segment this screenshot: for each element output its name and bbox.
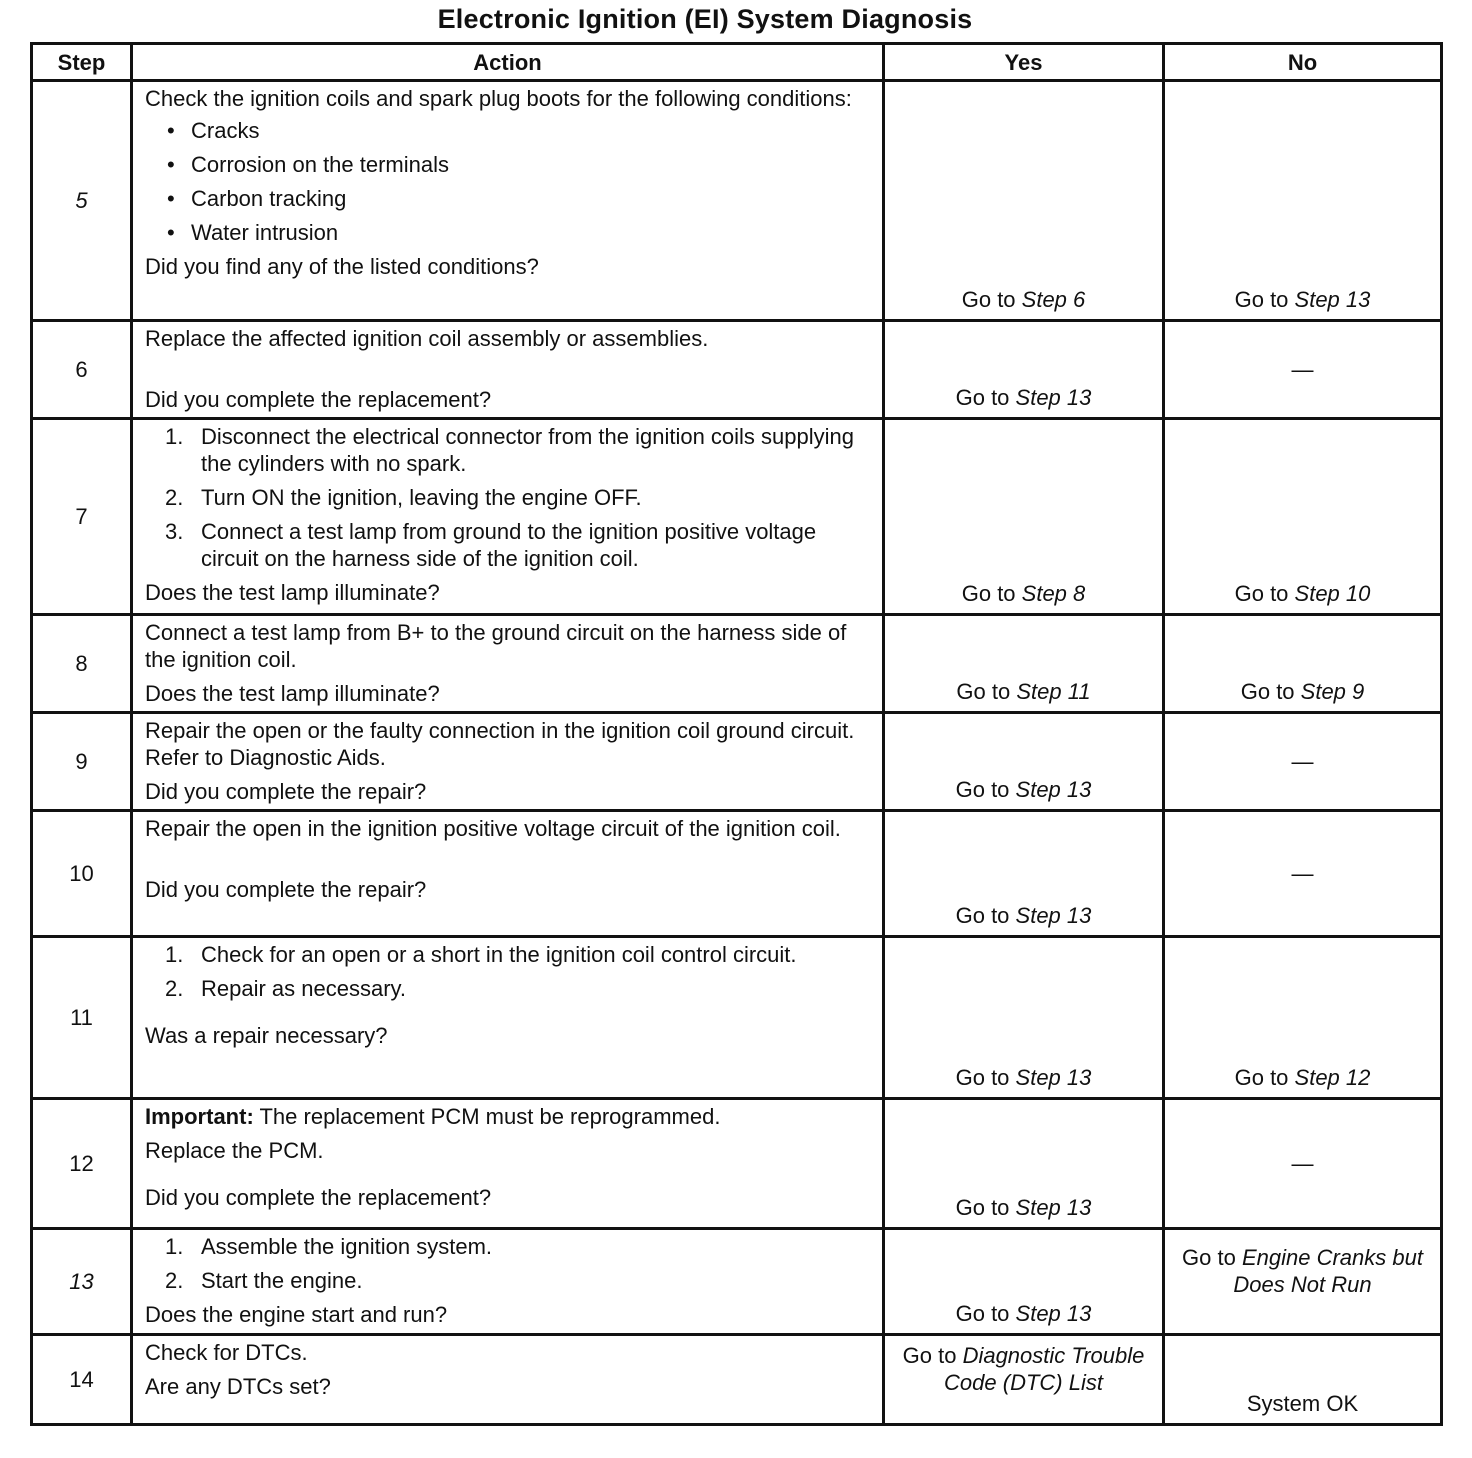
procedure-list [145, 1233, 874, 1294]
action-question: Did you complete the repair? [145, 779, 427, 804]
yes-target-link[interactable]: Step 13 [1015, 1065, 1092, 1090]
condition-list [145, 117, 874, 246]
yes-target-link[interactable]: Step 6 [1021, 287, 1086, 312]
action-intro: Replace the affected ignition coil assembly or assemblies. [145, 326, 709, 351]
no-target-link[interactable]: Step 10 [1294, 581, 1371, 606]
step-number: 10 [32, 811, 132, 937]
step-number: 7 [32, 419, 132, 615]
table-row [32, 1229, 1442, 1335]
action-question: Did you complete the replacement? [145, 1185, 492, 1210]
important-note [145, 1103, 874, 1130]
yes-target-link[interactable]: Step 13 [1015, 777, 1092, 802]
yes-prefix: Go to [956, 679, 1017, 704]
action-question: Did you complete the replacement? [145, 387, 492, 412]
no-target-link[interactable]: Engine Cranks but Does Not Run [1233, 1245, 1423, 1297]
list-item [165, 484, 874, 511]
yes-prefix: Go to [955, 903, 1016, 928]
action-cell [132, 1229, 884, 1335]
yes-cell [884, 937, 1164, 1099]
list-item [165, 941, 874, 968]
list-text: Turn ON the ignition, leaving the engine OFF. [201, 485, 642, 510]
action-question: Was a repair necessary? [145, 1023, 388, 1048]
no-prefix: Go to [1234, 1065, 1295, 1090]
no-cell: — [1164, 1099, 1442, 1229]
action-cell [132, 937, 884, 1099]
action-cell [132, 1099, 884, 1229]
no-cell: — [1164, 713, 1442, 811]
step-number: 6 [32, 321, 132, 419]
step-number: 11 [32, 937, 132, 1099]
header-row [32, 44, 1442, 81]
yes-cell [884, 615, 1164, 713]
yes-target-link[interactable]: Step 13 [1015, 903, 1092, 928]
list-text: Repair as necessary. [201, 976, 407, 1001]
list-number: 1. [165, 424, 184, 449]
procedure-list [145, 941, 874, 1002]
list-item [165, 1267, 874, 1294]
yes-cell [884, 1229, 1164, 1335]
yes-cell [884, 321, 1164, 419]
no-cell: System OK [1164, 1335, 1442, 1425]
header-no: No [1164, 44, 1442, 81]
list-item [165, 1233, 874, 1260]
action-question: Did you find any of the listed conditions? [145, 254, 539, 279]
table-row [32, 811, 1442, 937]
list-item [165, 423, 874, 477]
list-number: 1. [165, 942, 184, 967]
action-cell [132, 713, 884, 811]
yes-prefix: Go to [961, 581, 1022, 606]
yes-target-link[interactable]: Step 11 [1016, 679, 1091, 704]
action-question: Does the test lamp illuminate? [145, 681, 440, 706]
action-intro: Connect a test lamp from B+ to the ground circuit on the harness side of the ignition coil. [145, 620, 847, 672]
action-intro: Repair the open or the faulty connection in the ignition coil ground circuit. Refer to Diagnostic Aids. [145, 718, 855, 770]
table-row [32, 81, 1442, 321]
no-prefix: Go to [1234, 581, 1295, 606]
table-row [32, 615, 1442, 713]
action-cell [132, 81, 884, 321]
yes-cell [884, 713, 1164, 811]
table-row [32, 419, 1442, 615]
step-number: 12 [32, 1099, 132, 1229]
header-yes: Yes [884, 44, 1164, 81]
yes-target-link[interactable]: Step 13 [1015, 385, 1092, 410]
list-number: 2. [165, 1268, 184, 1293]
step-number: 14 [32, 1335, 132, 1425]
no-target-link[interactable]: Step 13 [1294, 287, 1371, 312]
header-step: Step [32, 44, 132, 81]
yes-target-link[interactable]: Step 13 [1015, 1195, 1092, 1220]
yes-prefix: Go to [955, 1065, 1016, 1090]
no-prefix: Go to [1240, 679, 1301, 704]
table-row [32, 937, 1442, 1099]
no-target-link[interactable]: Step 9 [1300, 679, 1365, 704]
list-text: Assemble the ignition system. [201, 1234, 493, 1259]
no-cell: — [1164, 811, 1442, 937]
step-number: 8 [32, 615, 132, 713]
action-cell [132, 615, 884, 713]
list-number: 1. [165, 1234, 184, 1259]
action-question: Does the engine start and run? [145, 1302, 448, 1327]
step-number: 9 [32, 713, 132, 811]
yes-prefix: Go to [955, 385, 1016, 410]
yes-prefix: Go to [955, 777, 1016, 802]
yes-prefix: Go to [902, 1343, 963, 1368]
list-text: Check for an open or a short in the ignition coil control circuit. [201, 942, 797, 967]
yes-target-link[interactable]: Diagnostic Trouble Code (DTC) List [944, 1343, 1145, 1395]
yes-target-link[interactable]: Step 13 [1015, 1301, 1092, 1326]
diagnosis-table [30, 42, 1443, 1426]
step-number: 13 [32, 1229, 132, 1335]
list-item [165, 518, 874, 572]
no-prefix: Go to [1182, 1245, 1242, 1270]
list-text: Connect a test lamp from ground to the ignition positive voltage circuit on the harness side of the ignition coil. [201, 519, 817, 571]
action-cell [132, 1335, 884, 1425]
yes-prefix: Go to [955, 1301, 1016, 1326]
action-intro: Repair the open in the ignition positive voltage circuit of the ignition coil. [145, 816, 841, 841]
action-intro: Replace the PCM. [145, 1138, 324, 1163]
no-cell: — [1164, 321, 1442, 419]
no-target-link[interactable]: Step 12 [1294, 1065, 1371, 1090]
list-item: • Corrosion on the terminals [167, 151, 874, 178]
list-number: 2. [165, 976, 184, 1001]
list-number: 2. [165, 485, 184, 510]
no-cell [1164, 615, 1442, 713]
list-item: • Carbon tracking [167, 185, 874, 212]
no-cell [1164, 937, 1442, 1099]
no-prefix: Go to [1234, 287, 1295, 312]
yes-prefix: Go to [955, 1195, 1016, 1220]
important-text: The replacement PCM must be reprogrammed. [253, 1104, 721, 1129]
procedure-list [145, 423, 874, 572]
action-question: Does the test lamp illuminate? [145, 580, 440, 605]
yes-cell [884, 1335, 1164, 1425]
list-text: Disconnect the electrical connector from the ignition coils supplying the cylinders with no spark. [201, 424, 854, 476]
list-item: • Water intrusion [167, 219, 874, 246]
yes-cell [884, 811, 1164, 937]
important-label: Important: [145, 1104, 254, 1129]
no-cell [1164, 1229, 1442, 1335]
action-intro: Check for DTCs. [145, 1340, 308, 1365]
table-row [32, 1099, 1442, 1229]
page-title: Electronic Ignition (EI) System Diagnosis [437, 4, 973, 34]
list-item: • Cracks [167, 117, 874, 144]
yes-cell [884, 81, 1164, 321]
no-cell [1164, 419, 1442, 615]
table-row [32, 713, 1442, 811]
yes-cell [884, 1099, 1164, 1229]
action-question: Are any DTCs set? [145, 1374, 331, 1399]
list-item [165, 975, 874, 1002]
action-intro: Check the ignition coils and spark plug boots for the following conditions: [145, 86, 852, 111]
action-cell [132, 811, 884, 937]
no-cell [1164, 81, 1442, 321]
list-number: 3. [165, 519, 184, 544]
action-cell [132, 419, 884, 615]
header-action: Action [132, 44, 884, 81]
action-question: Did you complete the repair? [145, 877, 427, 902]
list-text: Start the engine. [201, 1268, 363, 1293]
action-cell [132, 321, 884, 419]
yes-prefix: Go to [961, 287, 1022, 312]
table-row [32, 1335, 1442, 1425]
yes-target-link[interactable]: Step 8 [1021, 581, 1086, 606]
table-row [32, 321, 1442, 419]
yes-cell [884, 419, 1164, 615]
step-number: 5 [32, 81, 132, 321]
